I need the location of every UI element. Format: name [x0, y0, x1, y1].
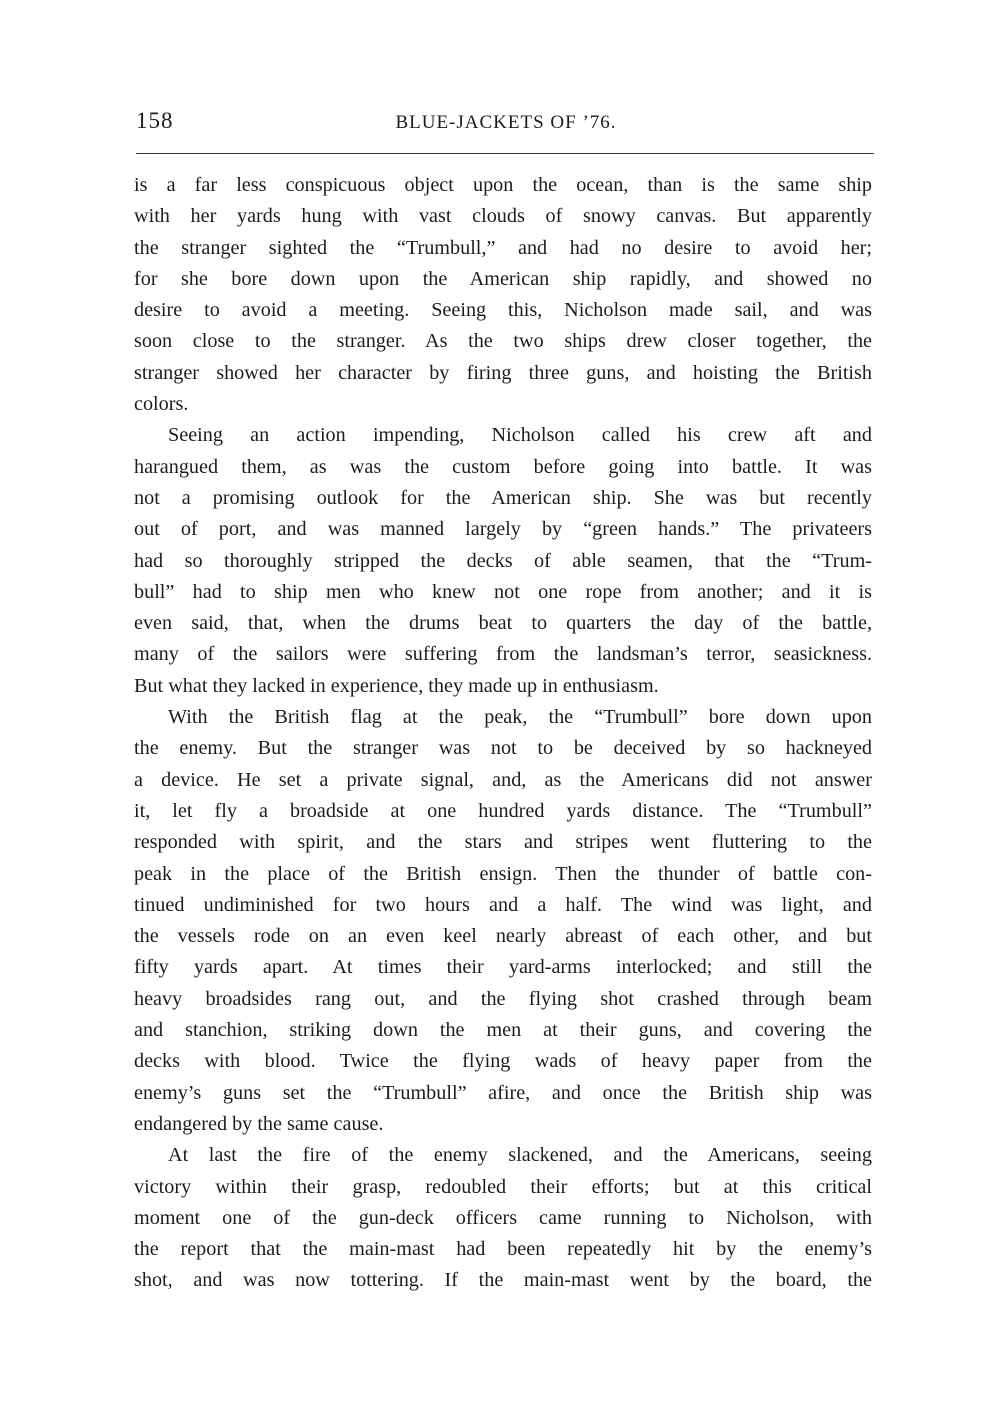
text-line: fifty yards apart. At times their yard-arms interlocked; and still the: [134, 956, 872, 979]
text-line: endangered by the same cause.: [134, 1112, 384, 1135]
paragraph: [134, 170, 872, 420]
text-line: harangued them, as was the custom before going into battle. It was: [134, 455, 872, 478]
text-line: Seeing an action impending, Nicholson called his crew aft and: [168, 424, 872, 447]
text-line: With the British flag at the peak, the “Trumbull” bore down upon: [168, 706, 872, 729]
text-line: the report that the main-mast had been repeatedly hit by the enemy’s: [134, 1238, 872, 1261]
body-text: [134, 170, 872, 1297]
text-line: the vessels rode on an even keel nearly abreast of each other, and but: [134, 925, 872, 948]
text-line: a device. He set a private signal, and, as the Americans did not answer: [134, 768, 872, 791]
text-line: soon close to the stranger. As the two ships drew closer together, the: [134, 330, 872, 353]
text-line: bull” had to ship men who knew not one rope from another; and it is: [134, 580, 872, 603]
text-line: the enemy. But the stranger was not to be deceived by so hackneyed: [134, 737, 872, 760]
text-line: moment one of the gun-deck officers came running to Nicholson, with: [134, 1206, 872, 1229]
text-line: not a promising outlook for the American ship. She was but recently: [134, 486, 872, 509]
text-line: is a far less conspicuous object upon the ocean, than is the same ship: [134, 174, 872, 196]
text-line: shot, and was now tottering. If the main-mast went by the board, the: [134, 1269, 872, 1292]
text-line: decks with blood. Twice the flying wads of heavy paper from the: [134, 1050, 872, 1073]
text-line: peak in the place of the British ensign. Then the thunder of battle con-: [134, 862, 872, 885]
text-line: with her yards hung with vast clouds of snowy canvas. But apparently: [134, 205, 872, 228]
paragraph: [134, 1140, 872, 1296]
text-line: colors.: [134, 393, 189, 416]
paragraph: [134, 702, 872, 1140]
text-line: it, let fly a broadside at one hundred yards distance. The “Trumbull”: [134, 799, 872, 822]
text-line: out of port, and was manned largely by “green hands.” The privateers: [134, 518, 872, 541]
text-line: tinued undiminished for two hours and a half. The wind was light, and: [134, 893, 872, 916]
page-number: 158: [136, 108, 174, 133]
text-line: But what they lacked in experience, they made up in enthusiasm.: [134, 674, 659, 697]
text-line: had so thoroughly stripped the decks of able seamen, that the “Trum-: [134, 549, 872, 572]
text-line: the stranger sighted the “Trumbull,” and had no desire to avoid her;: [134, 236, 872, 259]
text-line: responded with spirit, and the stars and stripes went fluttering to the: [134, 831, 872, 854]
text-line: for she bore down upon the American ship rapidly, and showed no: [134, 267, 872, 290]
running-title: BLUE-JACKETS OF ’76.: [395, 112, 617, 133]
header-rule: [136, 153, 874, 154]
text-line: even said, that, when the drums beat to quarters the day of the battle,: [134, 612, 872, 635]
text-line: heavy broadsides rang out, and the flying shot crashed through beam: [134, 987, 872, 1010]
text-line: enemy’s guns set the “Trumbull” afire, and once the British ship was: [134, 1081, 872, 1104]
text-line: many of the sailors were suffering from the landsman’s terror, seasickness.: [134, 643, 872, 666]
text-line: At last the fire of the enemy slackened, and the Americans, seeing: [168, 1144, 872, 1167]
paragraph: [134, 420, 872, 702]
page-header: [136, 108, 876, 140]
text-line: desire to avoid a meeting. Seeing this, Nicholson made sail, and was: [134, 299, 872, 322]
text-line: stranger showed her character by firing three guns, and hoisting the British: [134, 361, 872, 384]
text-line: and stanchion, striking down the men at their guns, and covering the: [134, 1019, 872, 1042]
text-line: victory within their grasp, redoubled their efforts; but at this critical: [134, 1175, 872, 1198]
